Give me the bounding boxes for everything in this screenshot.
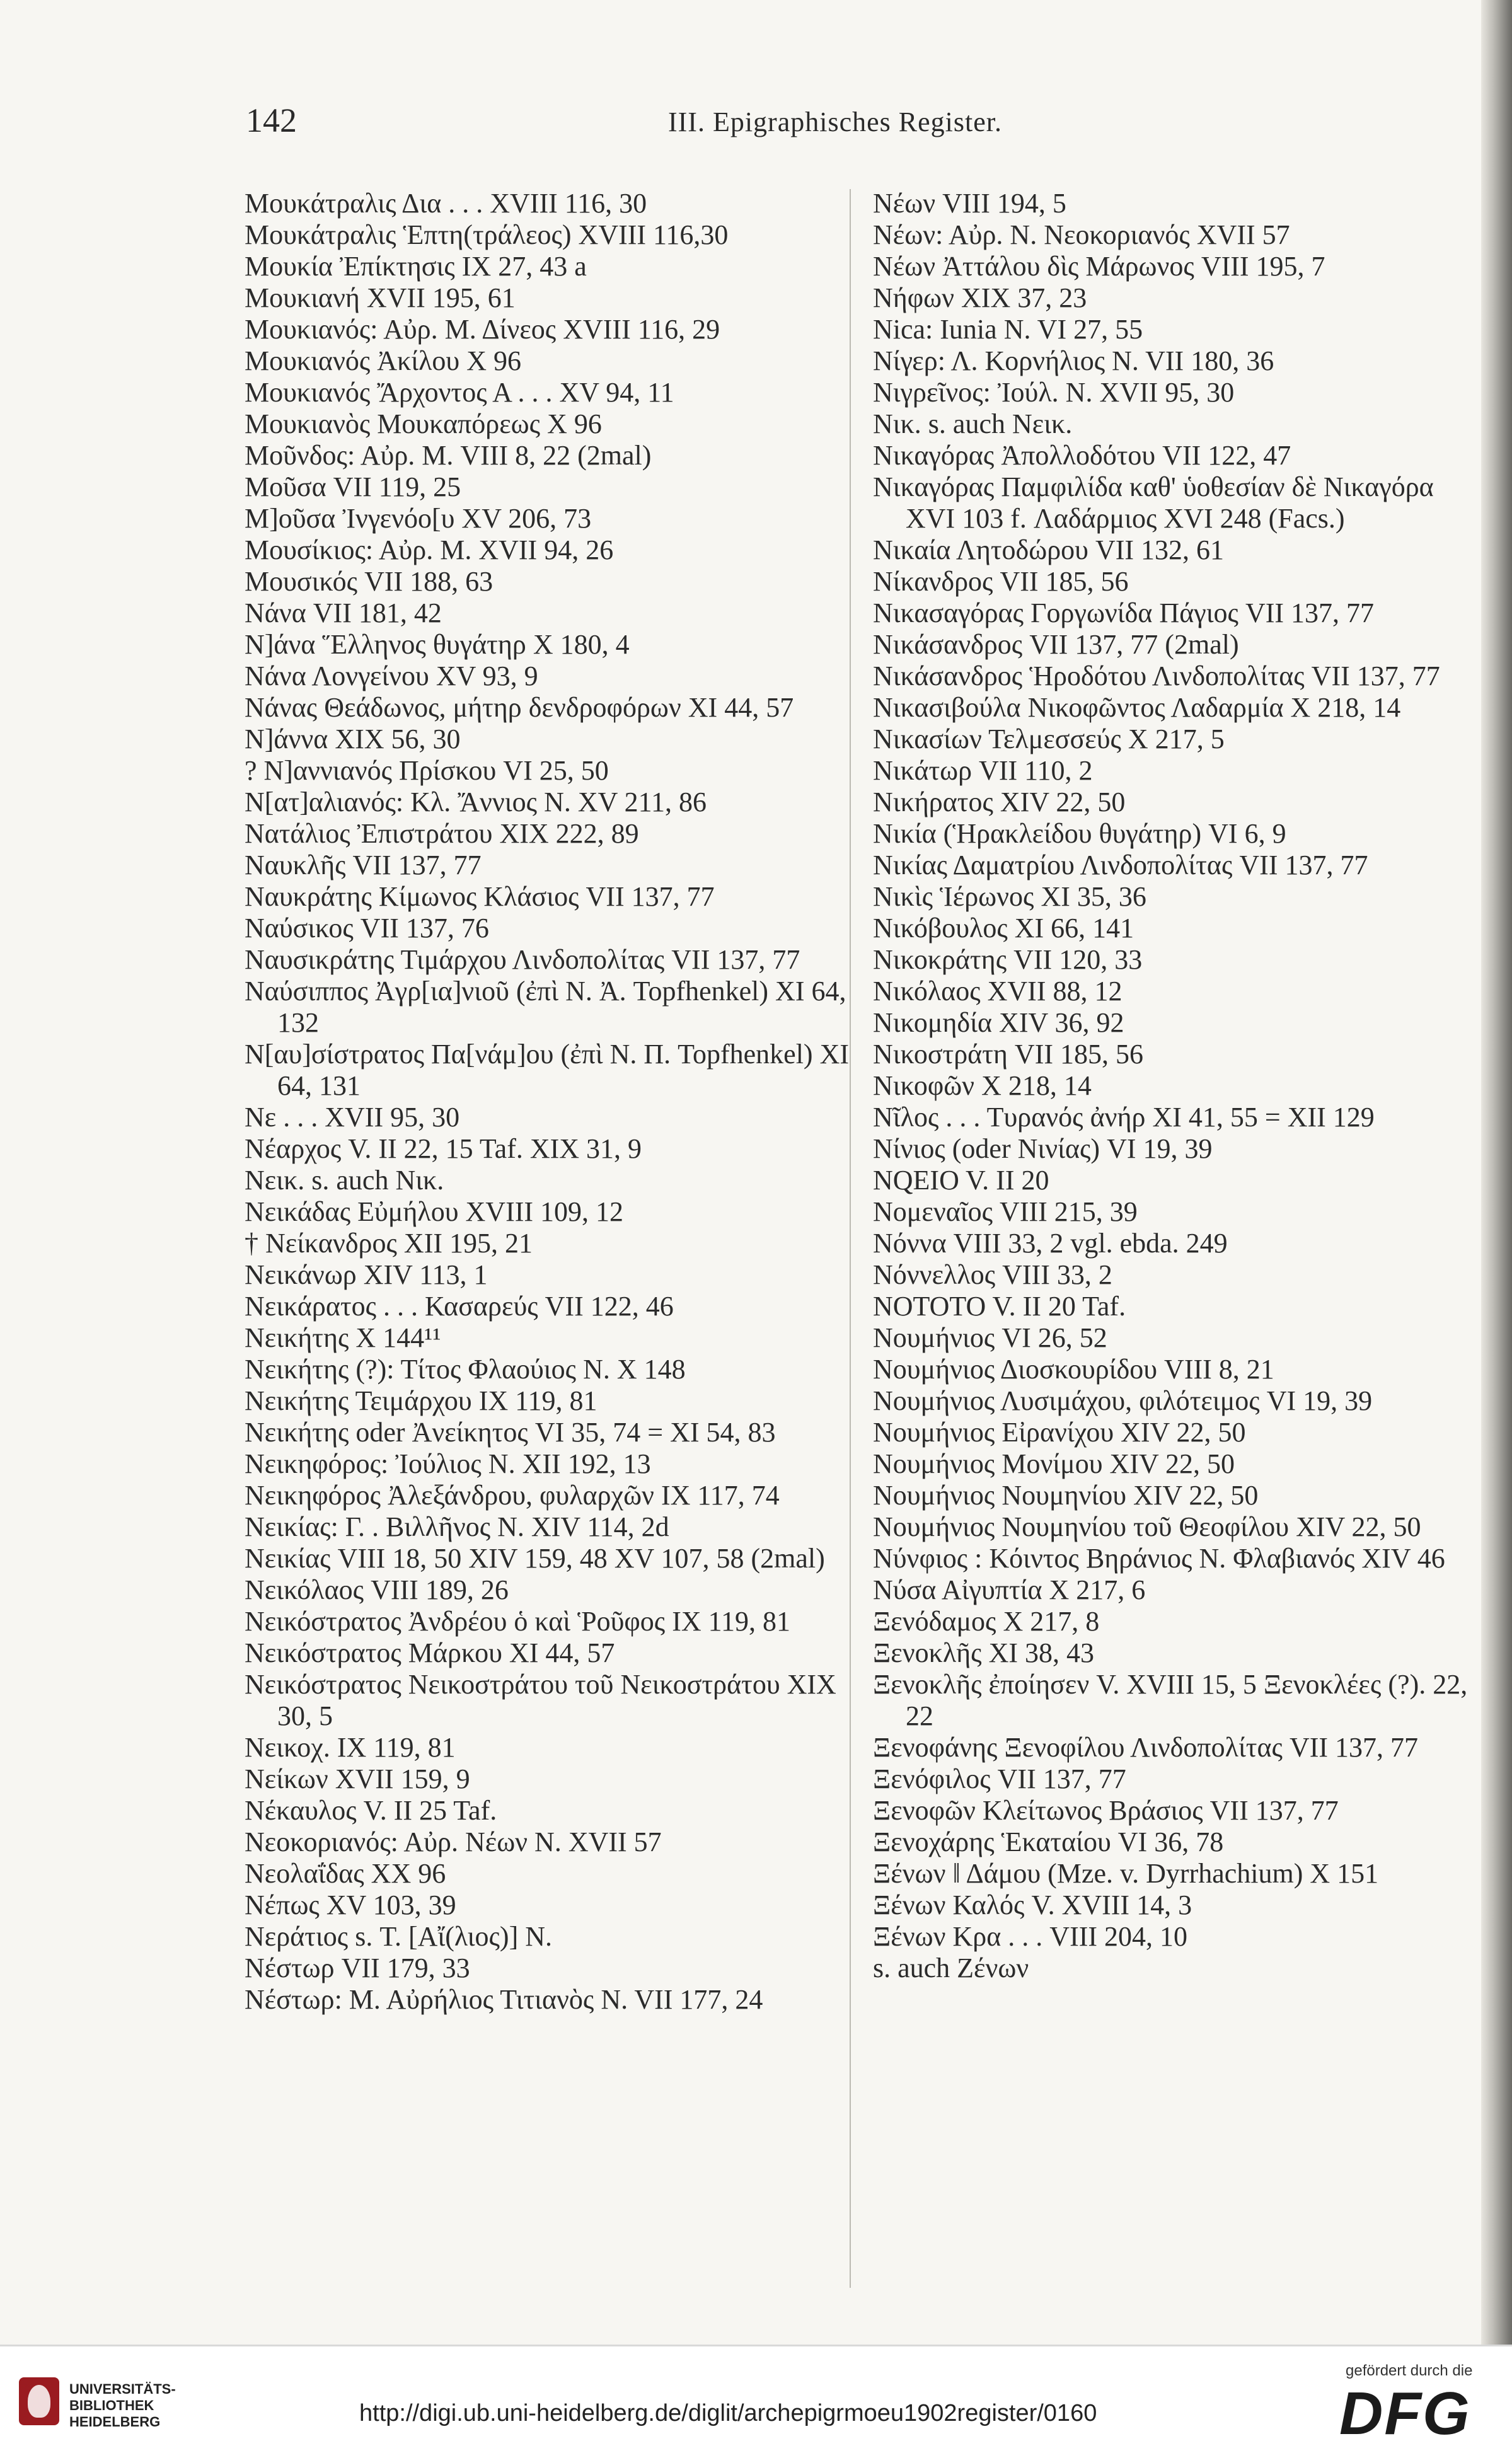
index-entry: Νικόβουλος XI 66, 141 — [873, 913, 1134, 943]
index-entry: Νεικοχ. IX 119, 81 — [245, 1732, 456, 1763]
page-header — [0, 101, 1494, 158]
index-entry: Νίγερ: Λ. Κορνήλιος N. VII 180, 36 — [873, 345, 1274, 376]
index-entry: Ναυκράτης Κίμωνος Κλάσιος VII 137, 77 — [245, 881, 715, 912]
index-entry: Νικοστράτη VII 185, 56 — [873, 1039, 1143, 1070]
index-entry: Μουσίκιος: Αὐρ. Μ. XVII 94, 26 — [245, 534, 614, 565]
index-entry: Νικάτωρ VII 110, 2 — [873, 755, 1093, 786]
index-entry: Νικία (Ἡρακλείδου θυγάτηρ) VI 6, 9 — [873, 818, 1286, 849]
index-entry: Νεράτιος s. Τ. [Αἴ(λιος)] N. — [245, 1921, 552, 1952]
index-entry: Νικασαγόρας Γοργωνίδα Πάγιος VII 137, 77 — [873, 597, 1375, 628]
index-entry: Νεικάρατος . . . Κασαρεύς VII 122, 46 — [245, 1291, 674, 1322]
index-entry: Νεικόστρατος Ἀνδρέου ὁ καὶ Ῥοῦφος IX 119, 81 — [245, 1606, 791, 1637]
index-entry: Νουμήνιος Εἰρανίχου XIV 22, 50 — [873, 1417, 1246, 1448]
index-entry: Ξενόφιλος VII 137, 77 — [873, 1763, 1126, 1794]
index-entry: Νεικάνωρ XIV 113, 1 — [245, 1259, 488, 1290]
index-entry: Ν[αυ]σίστρατος Πα[νάμ]ου (ἐπὶ Ν. Π. Topfhenkel) XI 64, 131 — [245, 1039, 849, 1101]
index-entry: Νείκων XVII 159, 9 — [245, 1763, 470, 1794]
index-entry: Νικομηδία XIV 36, 92 — [873, 1007, 1124, 1038]
sponsor-text: gefördert durch die — [1346, 2362, 1473, 2379]
index-entry: Ξένων ‖ Δάμου (Mze. v. Dyrrhachium) X 151 — [873, 1858, 1379, 1889]
index-entry: Νικάσανδρος VII 137, 77 (2mal) — [873, 629, 1239, 660]
left-index-column — [245, 188, 850, 2016]
index-entry: Nica: Iunia N. VI 27, 55 — [873, 314, 1143, 345]
index-entry: Μουκιανός Ἄρχοντος Α . . . XV 94, 11 — [245, 377, 674, 408]
index-entry: Νέστωρ VII 179, 33 — [245, 1953, 470, 1983]
index-entry: Μουκάτραλις Δια . . . XVIII 116, 30 — [245, 188, 647, 219]
index-entry: Νέων Ἀττάλου δὶς Μάρωνος VIII 195, 7 — [873, 251, 1325, 282]
index-entry: NQEIO V. II 20 — [873, 1165, 1049, 1196]
index-entry: Νύσα Αἰγυπτία X 217, 6 — [873, 1574, 1146, 1605]
index-entry: ? Ν]αννιανός Πρίσκου VI 25, 50 — [245, 755, 609, 786]
index-entry: Ξενοφῶν Κλείτωνος Βράσιος VII 137, 77 — [873, 1795, 1339, 1826]
permalink-url[interactable]: http://digi.ub.uni-heidelberg.de/diglit/archepigrmoeu1902register/0160 — [359, 2400, 1097, 2426]
index-entry: Νικίας Δαματρίου Λινδοπολίτας VII 137, 77 — [873, 850, 1368, 880]
index-entry: Νε . . . XVII 95, 30 — [245, 1102, 460, 1133]
index-entry: Νέων: Αὐρ. Ν. Νεοκοριανός XVII 57 — [873, 219, 1290, 250]
index-entry: Νήφων XIX 37, 23 — [873, 282, 1087, 313]
index-entry: Νύνφιος : Κόιντος Βηράνιος N. Φλαβιανός XIV 46 — [873, 1543, 1445, 1574]
index-entry: Νέαρχος V. II 22, 15 Taf. XIX 31, 9 — [245, 1133, 642, 1164]
index-entry: Νέων VIII 194, 5 — [873, 188, 1066, 219]
index-entry: Νουμήνιος Λυσιμάχου, φιλότειμος VI 19, 39 — [873, 1385, 1373, 1416]
index-entry: Νεικήτης oder Ἀνείκητος VI 35, 74 = XI 54, 83 — [245, 1417, 776, 1448]
index-entry: Νικοκράτης VII 120, 33 — [873, 944, 1143, 975]
index-entry: Νῖλος . . . Τυρανός ἀνήρ XI 41, 55 = XII 129 — [873, 1102, 1375, 1133]
index-entry: Ν]άνα Ἕλληνος θυγάτηρ X 180, 4 — [245, 629, 630, 660]
index-entry: Ξενοφάνης Ξενοφίλου Λινδοπολίτας VII 137, 77 — [873, 1732, 1419, 1763]
index-entry: Νικαία Λητοδώρου VII 132, 61 — [873, 534, 1225, 565]
index-entry: Νίκανδρος VII 185, 56 — [873, 566, 1129, 597]
index-entry: Μουκάτραλις Ἑπτη(τράλεος) XVIII 116,30 — [245, 219, 729, 250]
page-number: 142 — [246, 101, 297, 139]
index-entry: Μουσικός VII 188, 63 — [245, 566, 493, 597]
index-entry: Νουμήνιος Μονίμου XIV 22, 50 — [873, 1448, 1235, 1479]
index-entry: Μοῦνδος: Αὐρ. Μ. VIII 8, 22 (2mal) — [245, 440, 652, 471]
index-entry: Μουκία Ἐπίκτησις IX 27, 43 a — [245, 251, 587, 282]
index-entry: Νεικάδας Εὐμήλου XVIII 109, 12 — [245, 1196, 624, 1227]
index-entry: Νεολαΐδας XX 96 — [245, 1858, 446, 1889]
right-index-column — [873, 188, 1478, 1984]
column-divider — [850, 189, 851, 2288]
index-entry: Ναυσικράτης Τιμάρχου Λινδοπολίτας VII 137, 77 — [245, 944, 800, 975]
index-entry: Ν]άννα XIX 56, 30 — [245, 724, 461, 754]
index-entry: Νικασίων Τελμεσσεύς X 217, 5 — [873, 724, 1225, 754]
index-entry: Νεικίας: Γ. . Βιλλῆνος N. XIV 114, 2d — [245, 1511, 669, 1542]
index-entry: Ναύσικος VII 137, 76 — [245, 913, 489, 943]
index-entry: Ξενοκλῆς ἐποίησεν V. XVIII 15, 5 Ξενοκλέες (?). 22, 22 — [873, 1669, 1468, 1731]
index-entry: Νάνα Λονγείνου XV 93, 9 — [245, 661, 538, 691]
index-entry: † Νείκανδρος XII 195, 21 — [245, 1228, 533, 1259]
index-entry: Νεικόστρατος Μάρκου XI 44, 57 — [245, 1637, 615, 1668]
index-entry: Νικοφῶν X 218, 14 — [873, 1070, 1092, 1101]
index-entry: s. auch Ζένων — [873, 1953, 1029, 1983]
index-entry: Νικήρατος XIV 22, 50 — [873, 787, 1126, 817]
index-entry: Νεικήτης (?): Τίτος Φλαούιος N. X 148 — [245, 1354, 686, 1385]
index-entry: Νέστωρ: Μ. Αὐρήλιος Τιτιανὸς N. VII 177, 24 — [245, 1984, 763, 2015]
index-entry: Νικάσανδρος Ἡροδότου Λινδοπολίτας VII 137, 77 — [873, 661, 1440, 691]
index-entry: Νίνιος (oder Νινίας) VI 19, 39 — [873, 1133, 1213, 1164]
university-seal-icon — [19, 2377, 59, 2425]
index-entry: Νεικηφόρος: Ἰούλιος N. XII 192, 13 — [245, 1448, 651, 1479]
index-entry: Νεικήτης Τειμάρχου IX 119, 81 — [245, 1385, 597, 1416]
index-entry: Νικὶς Ἱέρωνος XI 35, 36 — [873, 881, 1146, 912]
index-entry: Ν[ατ]αλιανός: Κλ. Ἄννιος N. XV 211, 86 — [245, 787, 707, 817]
index-entry: Νάνας Θεάδωνος, μήτηρ δενδροφόρων XI 44, 57 — [245, 692, 794, 723]
index-entry: Νικαγόρας Παμφιλίδα καθ' ὑοθεσίαν δὲ Νικαγόρα XVI 103 f. Λαδάρμιος XVI 248 (Facs.) — [873, 471, 1434, 534]
index-entry: Ναύσιππος Ἀγρ[ια]νιοῦ (ἐπὶ Ν. Ἀ. Topfhenkel) XI 64, 132 — [245, 976, 846, 1038]
index-entry: Νεοκοριανός: Αὐρ. Νέων N. XVII 57 — [245, 1826, 662, 1857]
index-entry: Νικαγόρας Ἀπολλοδότου VII 122, 47 — [873, 440, 1291, 471]
index-entry: Ξένων Κρα . . . VIII 204, 10 — [873, 1921, 1188, 1952]
index-entry: Μ]οῦσα Ἰνγενόο[υ XV 206, 73 — [245, 503, 592, 534]
dfg-logo: DFG — [1339, 2380, 1471, 2447]
index-entry: Νουμήνιος VI 26, 52 — [873, 1322, 1107, 1353]
index-entry: Νικόλαος XVII 88, 12 — [873, 976, 1122, 1007]
index-entry: Νατάλιος Ἐπιστράτου XIX 222, 89 — [245, 818, 639, 849]
index-entry: Νεικόστρατος Νεικοστράτου τοῦ Νεικοστράτου XIX 30, 5 — [245, 1669, 836, 1731]
viewer-footer — [0, 2345, 1512, 2458]
index-entry: Ξενοκλῆς XI 38, 43 — [873, 1637, 1095, 1668]
index-entry: Νόννελλος VIII 33, 2 — [873, 1259, 1112, 1290]
index-entry: Ξενοχάρης Ἑκαταίου VI 36, 78 — [873, 1826, 1224, 1857]
index-entry: Νουμήνιος Νουμηνίου XIV 22, 50 — [873, 1480, 1259, 1511]
index-entry: Μουκιανός: Αὐρ. Μ. Δίνεος XVIII 116, 29 — [245, 314, 720, 345]
index-entry: Νεικηφόρος Ἀλεξάνδρου, φυλαρχῶν IX 117, 74 — [245, 1480, 780, 1511]
index-entry: Νάνα VII 181, 42 — [245, 597, 442, 628]
index-entry: Νεικίας VIII 18, 50 XIV 159, 48 XV 107, 58 (2mal) — [245, 1543, 825, 1574]
index-entry: Ναυκλῆς VII 137, 77 — [245, 850, 482, 880]
index-entry: Νικασιβούλα Νικοφῶντος Λαδαρμία X 218, 14 — [873, 692, 1401, 723]
index-entry: Νουμήνιος Νουμηνίου τοῦ Θεοφίλου XIV 22, 50 — [873, 1511, 1421, 1542]
index-entry: Νέκαυλος V. II 25 Taf. — [245, 1795, 497, 1826]
index-entry: Μοῦσα VII 119, 25 — [245, 471, 461, 502]
index-entry: Ξενόδαμος X 217, 8 — [873, 1606, 1100, 1637]
footer-divider — [0, 2345, 1512, 2346]
running-head: III. Epigraphisches Register. — [668, 107, 1002, 137]
index-entry: Νόννα VIII 33, 2 vgl. ebda. 249 — [873, 1228, 1228, 1259]
page-edge-shadow — [1481, 0, 1512, 2345]
index-entry: NOTOTO V. II 20 Taf. — [873, 1291, 1126, 1322]
index-entry: Νεικόλαος VIII 189, 26 — [245, 1574, 509, 1605]
index-entry: Νεικ. s. auch Νικ. — [245, 1165, 444, 1196]
index-entry: Νιγρεῖνος: Ἰούλ. N. XVII 95, 30 — [873, 377, 1235, 408]
index-entry: Νικ. s. auch Νεικ. — [873, 408, 1073, 439]
index-entry: Μουκιανὸς Μουκαπόρεως X 96 — [245, 408, 602, 439]
index-entry: Ξένων Καλός V. XVIII 14, 3 — [873, 1890, 1192, 1920]
index-entry: Μουκιανή XVII 195, 61 — [245, 282, 516, 313]
institution-name: UNIVERSITÄTS- BIBLIOTHEK HEIDELBERG — [69, 2381, 176, 2430]
index-entry: Νομεναῖος VIII 215, 39 — [873, 1196, 1138, 1227]
index-entry: Νεικήτης X 144¹¹ — [245, 1322, 441, 1353]
index-entry: Μουκιανός Ἀκίλου X 96 — [245, 345, 521, 376]
index-entry: Νουμήνιος Διοσκουρίδου VIII 8, 21 — [873, 1354, 1274, 1385]
index-entry: Νέπως XV 103, 39 — [245, 1890, 456, 1920]
